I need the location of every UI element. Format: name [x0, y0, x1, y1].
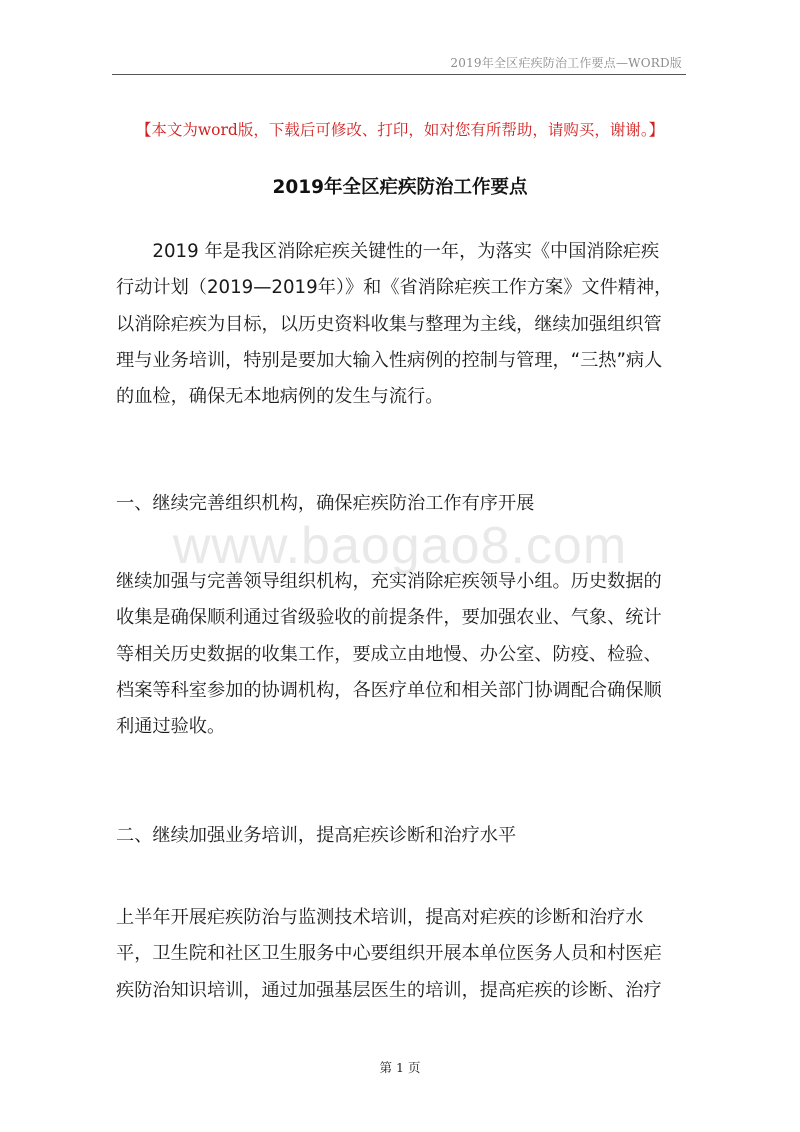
section-heading-1: 一、继续完善组织机构，确保疟疾防治工作有序开展: [116, 493, 535, 514]
paragraph-line: 平，卫生院和社区卫生服务中心要组织开展本单位医务人员和村医疟: [116, 943, 662, 965]
paragraph-line: 理与业务培训，特别是要加大输入性病例的控制与管理，“三热”病人: [116, 349, 663, 371]
paragraph-line: 的血检，确保无本地病例的发生与流行。: [116, 386, 444, 408]
paragraph-line: 档案等科室参加的协调机构，各医疗单位和相关部门协调配合确保顺: [116, 679, 662, 701]
section-1-paragraph: [116, 564, 684, 745]
site-watermark: www.baogao8.com: [172, 517, 628, 575]
paragraph-line: 2019 年是我区消除疟疾关键性的一年，为落实《中国消除疟疾: [116, 241, 660, 262]
paragraph-line: 收集是确保顺利通过省级验收的前提条件，要加强农业、气象、统计: [116, 607, 662, 629]
section-heading-2: 二、继续加强业务培训，提高疟疾诊断和治疗水平: [116, 825, 517, 846]
document-title: 2019年全区疟疾防治工作要点: [272, 177, 528, 198]
paragraph-line: 以消除疟疾为目标，以历史资料收集与整理为主线，继续加强组织管: [116, 313, 662, 335]
paragraph-line: 上半年开展疟疾防治与监测技术培训，提高对疟疾的诊断和治疗水: [116, 907, 644, 928]
paragraph-line: 继续加强与完善领导组织机构，充实消除疟疾领导小组。历史数据的: [116, 571, 662, 592]
running-header: 2019年全区疟疾防治工作要点—WORD版: [450, 56, 682, 70]
header-divider: [112, 74, 686, 75]
section-2-paragraph: [116, 900, 684, 1009]
intro-paragraph: [116, 234, 684, 415]
word-version-notice: 【本文为word版，下载后可修改、打印，如对您有所帮助，请购买，谢谢。】: [135, 121, 665, 139]
paragraph-line: 利通过验收。: [116, 716, 226, 738]
paragraph-line: 行动计划（2019—2019年）》和《省消除疟疾工作方案》文件精神，: [116, 277, 673, 299]
page-number: 第 1 页: [379, 1060, 421, 1075]
paragraph-line: 疾防治知识培训，通过加强基层医生的培训，提高疟疾的诊断、治疗: [116, 979, 662, 1001]
paragraph-line: 等相关历史数据的收集工作，要成立由地慢、办公室、防疫、检验、: [116, 643, 662, 665]
